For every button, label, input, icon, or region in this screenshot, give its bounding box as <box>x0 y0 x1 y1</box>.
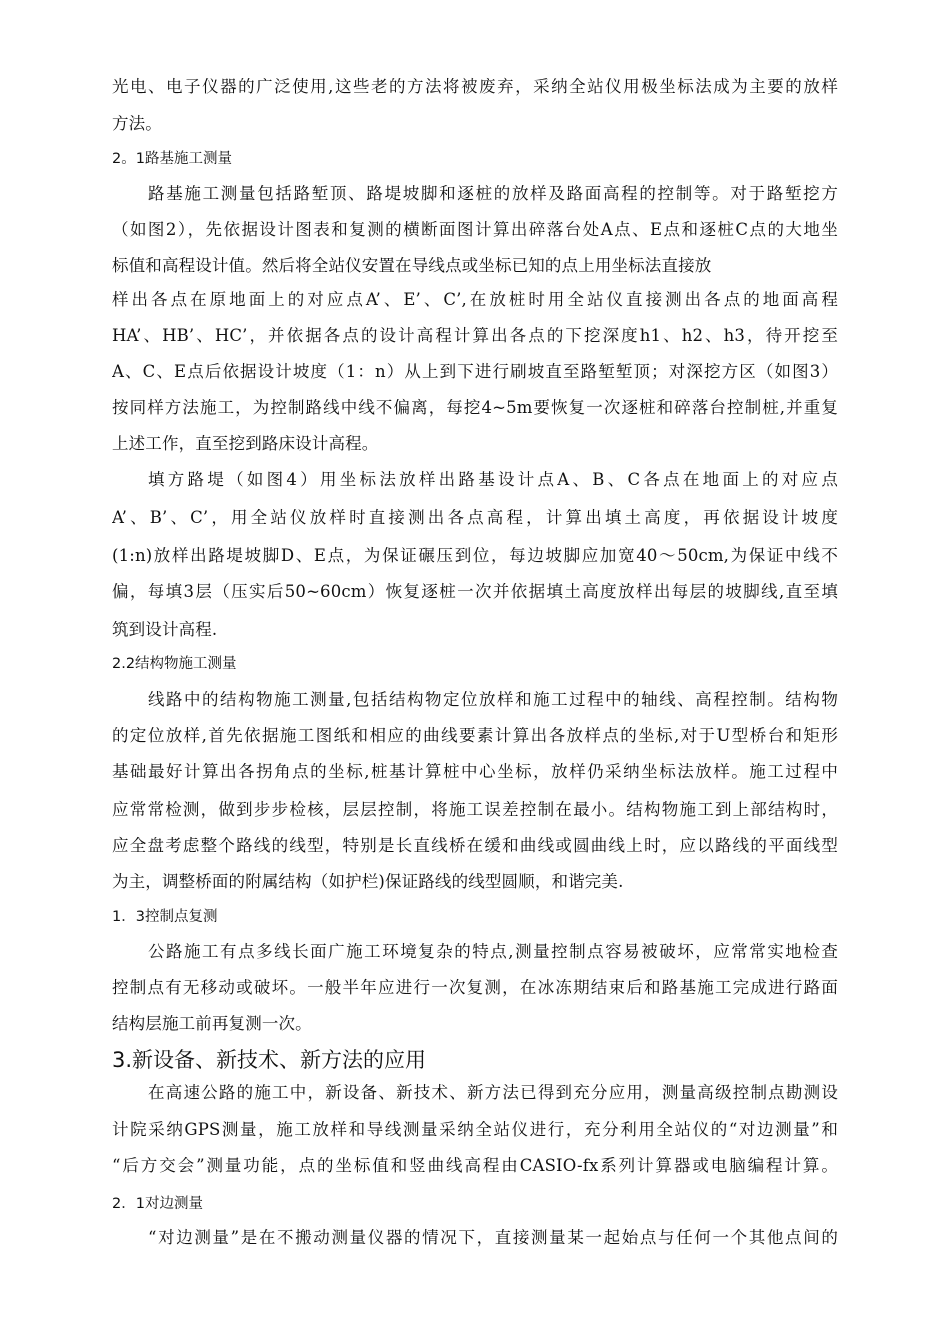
paragraph-line: (1:n)放样出路堤坡脚D、E点，为保证碾压到位，每边坡脚应加宽40～50cm,为保证中线不 <box>112 546 838 565</box>
section-heading-2-1b: 2．1对边测量 <box>112 1196 203 1212</box>
paragraph-line: 偏，每填3层（压实后50~60cm）恢复逐桩一次并依据填土高度放样出每层的坡脚线,直至填 <box>112 582 838 601</box>
paragraph-line: 方法。 <box>112 114 162 133</box>
paragraph-line: 在高速公路的施工中，新设备、新技术、新方法已得到充分应用，测量高级控制点勘测设 <box>148 1083 838 1102</box>
paragraph-line: 按同样方法施工，为控制路线中线不偏离，每挖4~5m要恢复一次逐桩和碎落台控制桩,并重复 <box>112 398 838 417</box>
paragraph-line: “对边测量”是在不搬动测量仪器的情况下，直接测量某一起始点与任何一个其他点间的 <box>148 1228 838 1247</box>
paragraph-line: 控制点有无移动或破坏。一般半年应进行一次复测，在冰冻期结束后和路基施工完成进行路面 <box>112 978 838 997</box>
paragraph-line: 公路施工有点多线长面广施工环境复杂的特点,测量控制点容易被破坏，应常常实地检查 <box>148 942 838 961</box>
paragraph-line: 光电、电子仪器的广泛使用,这些老的方法将被废弃，采纳全站仪用极坐标法成为主要的放样 <box>112 77 838 96</box>
paragraph-line: 标值和高程设计值。然后将全站仪安置在导线点或坐标已知的点上用坐标法直接放 <box>112 256 712 275</box>
paragraph-line: （如图2），先依据设计图表和复测的横断面图计算出碎落台处A点、E点和逐桩C点的大地坐 <box>112 220 838 239</box>
paragraph-line: 的定位放样,首先依据施工图纸和相应的曲线要素计算出各放样点的坐标,对于U型桥台和矩形 <box>112 726 838 745</box>
paragraph-line: 应全盘考虑整个路线的线型，特别是长直线桥在缓和曲线或圆曲线上时，应以路线的平面线型 <box>112 836 838 855</box>
paragraph-line: HA’、HB’、HC’，并依据各点的设计高程计算出各点的下挖深度h1、h2、h3，待开挖至 <box>112 326 838 345</box>
paragraph-line: 筑到设计高程. <box>112 620 218 639</box>
chapter-heading-3: 3.新设备、新技术、新方法的应用 <box>112 1048 427 1072</box>
paragraph-line: “后方交会”测量功能，点的坐标值和竖曲线高程由CASIO-fx系列计算器或电脑编程计算。 <box>112 1156 838 1175</box>
paragraph-line: 结构层施工前再复测一次。 <box>112 1014 312 1033</box>
paragraph-line: 路基施工测量包括路堑顶、路堤坡脚和逐桩的放样及路面高程的控制等。对于路堑挖方 <box>148 184 838 203</box>
section-heading-1-3: 1．3控制点复测 <box>112 909 218 925</box>
paragraph-line: 应常常检测，做到步步检核，层层控制，将施工误差控制在最小。结构物施工到上部结构时， <box>112 800 838 819</box>
paragraph-line: 上述工作，直至挖到路床设计高程。 <box>112 434 379 453</box>
paragraph-line: A’、B’、C’，用全站仪放样时直接测出各点高程，计算出填土高度，再依据设计坡度 <box>112 508 838 527</box>
paragraph-line: 基础最好计算出各拐角点的坐标,桩基计算桩中心坐标，放样仍采纳坐标法放样。施工过程中 <box>112 762 838 781</box>
paragraph-line: 样出各点在原地面上的对应点A’、E’、C’,在放桩时用全站仪直接测出各点的地面高程 <box>112 290 838 309</box>
paragraph-line: 填方路堤（如图4）用坐标法放样出路基设计点A、B、C各点在地面上的对应点 <box>148 470 838 489</box>
section-heading-2-1: 2。1路基施工测量 <box>112 151 232 167</box>
paragraph-line: 计院采纳GPS测量，施工放样和导线测量采纳全站仪进行，充分利用全站仪的“对边测量”和 <box>112 1120 838 1139</box>
section-heading-2-2: 2.2结构物施工测量 <box>112 656 237 672</box>
paragraph-line: A、C、E点后依据设计坡度（1：n）从上到下进行刷坡直至路堑堑顶；对深挖方区（如图3） <box>112 362 838 381</box>
paragraph-line: 为主，调整桥面的附属结构（如护栏)保证路线的线型圆顺，和谐完美. <box>112 872 624 891</box>
paragraph-line: 线路中的结构物施工测量,包括结构物定位放样和施工过程中的轴线、高程控制。结构物 <box>148 690 838 709</box>
